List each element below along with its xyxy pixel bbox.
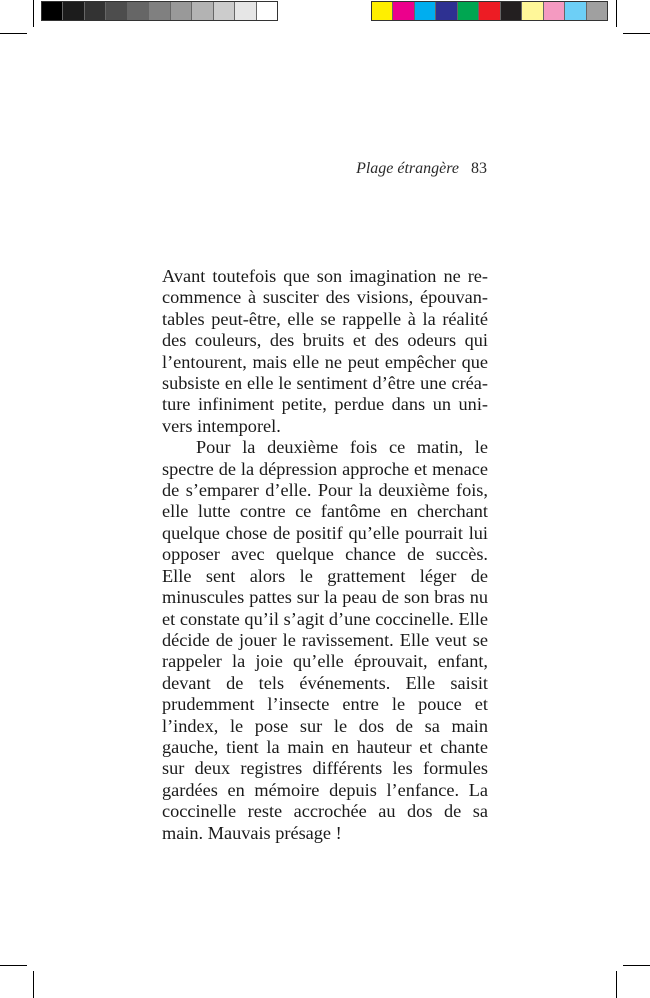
crop-mark-bottom-right-h: [623, 965, 650, 966]
gray-swatch: [106, 2, 127, 20]
gray-swatch: [192, 2, 213, 20]
gray-swatch: [63, 2, 84, 20]
grayscale-calibration-bar: [41, 1, 278, 21]
crop-mark-top-right-v: [616, 0, 617, 27]
color-swatch: [479, 2, 500, 20]
crop-mark-bottom-left-v: [33, 971, 34, 998]
gray-swatch: [85, 2, 106, 20]
crop-mark-bottom-right-v: [616, 971, 617, 998]
color-swatch: [565, 2, 586, 20]
crop-mark-top-left-h: [0, 33, 27, 34]
color-swatch: [393, 2, 414, 20]
gray-swatch: [171, 2, 192, 20]
gray-swatch: [149, 2, 170, 20]
running-header: [162, 158, 487, 180]
page-number: 83: [471, 160, 487, 177]
paragraph: Pour la deuxième fois ce matin, le spectre de la dépression approche et menace de s’emparer d’elle. Pour la deuxième fois, elle lutte contre ce fantôme en cherchant quelque chose de positif qu’elle pourrait lui opposer avec quelque chance de succès. Elle sent alors le grattement léger de minuscules pattes sur la peau de son bras nu et constate qu’il s’agit d’une coccinelle. Elle décide de jouer le ravissement. Elle veut se rappeler la joie qu’elle éprouvait, enfant, devant de tels événements. Elle saisit prudemment l’insecte entre le pouce et l’index, le pose sur le dos de sa main gauche, tient la main en hauteur et chante sur deux registres différents les formules gardées en mémoire depuis l’enfance. La coccinelle reste accrochée au dos de sa main. Mauvais présage !: [162, 437, 488, 843]
gray-swatch: [214, 2, 235, 20]
paragraph: Avant toutefois que son imagination ne recommence à susciter des visions, épouvantables peut-être, elle se rappelle à la réalité des couleurs, des bruits et des odeurs qui l’entourent, mais elle ne peut empêcher que subsiste en elle le sentiment d’être une créature infiniment petite, perdue dans un univers intemporel.: [162, 266, 488, 436]
color-swatch: [458, 2, 479, 20]
color-swatch: [522, 2, 543, 20]
crop-mark-top-right-h: [623, 33, 650, 34]
gray-swatch: [235, 2, 256, 20]
crop-mark-bottom-left-h: [0, 965, 27, 966]
gray-swatch: [257, 2, 277, 20]
color-swatch: [501, 2, 522, 20]
running-title: Plage étrangère: [356, 160, 459, 177]
crop-mark-top-left-v: [33, 0, 34, 27]
gray-swatch: [128, 2, 149, 20]
color-calibration-bar: [371, 1, 608, 21]
gray-swatch: [42, 2, 63, 20]
color-swatch: [372, 2, 393, 20]
body-text: [162, 266, 488, 844]
color-swatch: [544, 2, 565, 20]
color-swatch: [415, 2, 436, 20]
color-swatch: [587, 2, 607, 20]
color-swatch: [436, 2, 457, 20]
